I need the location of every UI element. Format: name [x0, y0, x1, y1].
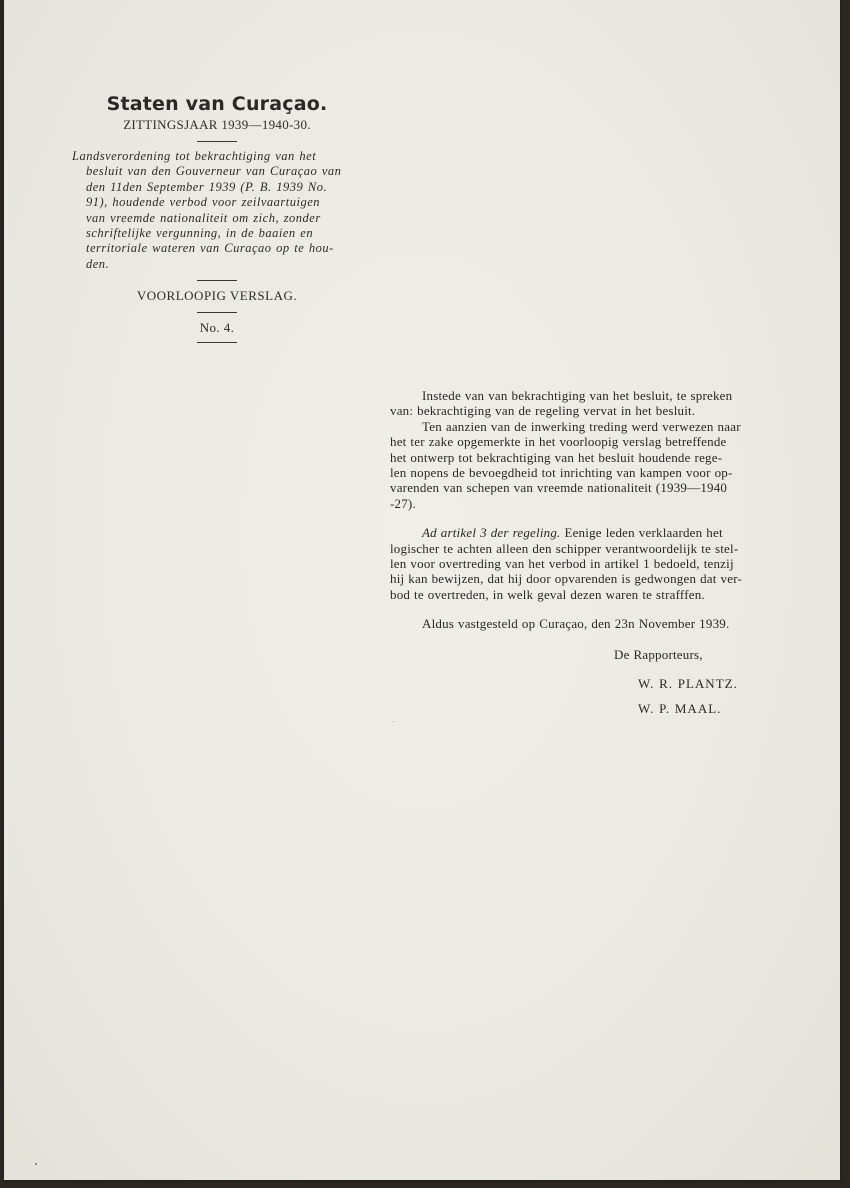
body-text: Eenige leden verklaarden het [560, 525, 723, 541]
divider [197, 280, 237, 281]
closing-statement: Aldus vastgesteld op Curaçao, den 23n November 1939. [422, 616, 730, 632]
body-line: bod te overtreden, in welk geval dezen waren te strafffen. [390, 586, 705, 602]
subject-line: 91), houdende verbod voor zeilvaartuigen [86, 195, 321, 210]
body-line: logischer te achten alleen den schipper verantwoordelijk te stel- [390, 540, 739, 556]
subject-line: den. [86, 256, 110, 271]
body-line: van: bekrachtiging van de regeling vervat in het besluit. [390, 403, 696, 419]
rapporteurs-label: De Rapporteurs, [614, 646, 703, 662]
subject-line: schriftelijke vergunning, in de baaien en [86, 226, 314, 241]
divider [197, 141, 237, 142]
session-year: ZITTINGSJAAR 1939—1940-30. [123, 117, 311, 132]
body-line: len voor overtreding van het verbod in artikel 1 bedoeld, tenzij [390, 556, 734, 572]
subject-line: territoriale wateren van Curaçao op te hou- [86, 241, 334, 256]
article-paragraph-start [390, 525, 782, 540]
paper-speck [35, 1163, 37, 1165]
subject-line: den 11den September 1939 (P. B. 1939 No. [86, 179, 328, 194]
body-line: het ter zake opgemerkte in het voorloopig verslag betreffende [390, 434, 727, 450]
document-page [4, 0, 840, 1180]
body-line: len nopens de bevoegdheid tot inrichting van kampen voor op- [390, 465, 733, 481]
page-title: Staten van Curaçao. [106, 93, 328, 115]
report-label: VOORLOOPIG VERSLAG. [136, 288, 298, 304]
ordinance-subject [72, 149, 362, 272]
divider [197, 342, 237, 343]
article-heading: Ad artikel 3 der regeling. [422, 525, 561, 541]
subject-line: van vreemde nationaliteit om zich, zonder [86, 210, 321, 225]
signatory: W. P. MAAL. [638, 700, 722, 716]
subject-line: Landsverordening tot bekrachtiging van het [72, 149, 317, 163]
report-number: No. 4. [199, 320, 235, 336]
subject-line: besluit van den Gouverneur van Curaçao van [86, 164, 342, 179]
paper-speck [393, 721, 394, 722]
signatory: W. R. PLANTZ. [638, 676, 738, 692]
body-line: hij kan bewijzen, dat hij door opvarenden is gedwongen dat ver- [390, 571, 742, 587]
body-line: het ontwerp tot bekrachtiging van het besluit houdende rege- [390, 449, 723, 465]
body-line: Instede van van bekrachtiging van het besluit, te spreken [422, 388, 733, 403]
divider [197, 312, 237, 313]
report-body [390, 388, 782, 716]
document-header [72, 92, 362, 350]
body-line: Ten aanzien van de inwerking treding werd verwezen naar [422, 418, 741, 434]
body-line: varenden van schepen van vreemde nationaliteit (1939—1940 [390, 480, 728, 496]
body-line: -27). [390, 495, 416, 511]
